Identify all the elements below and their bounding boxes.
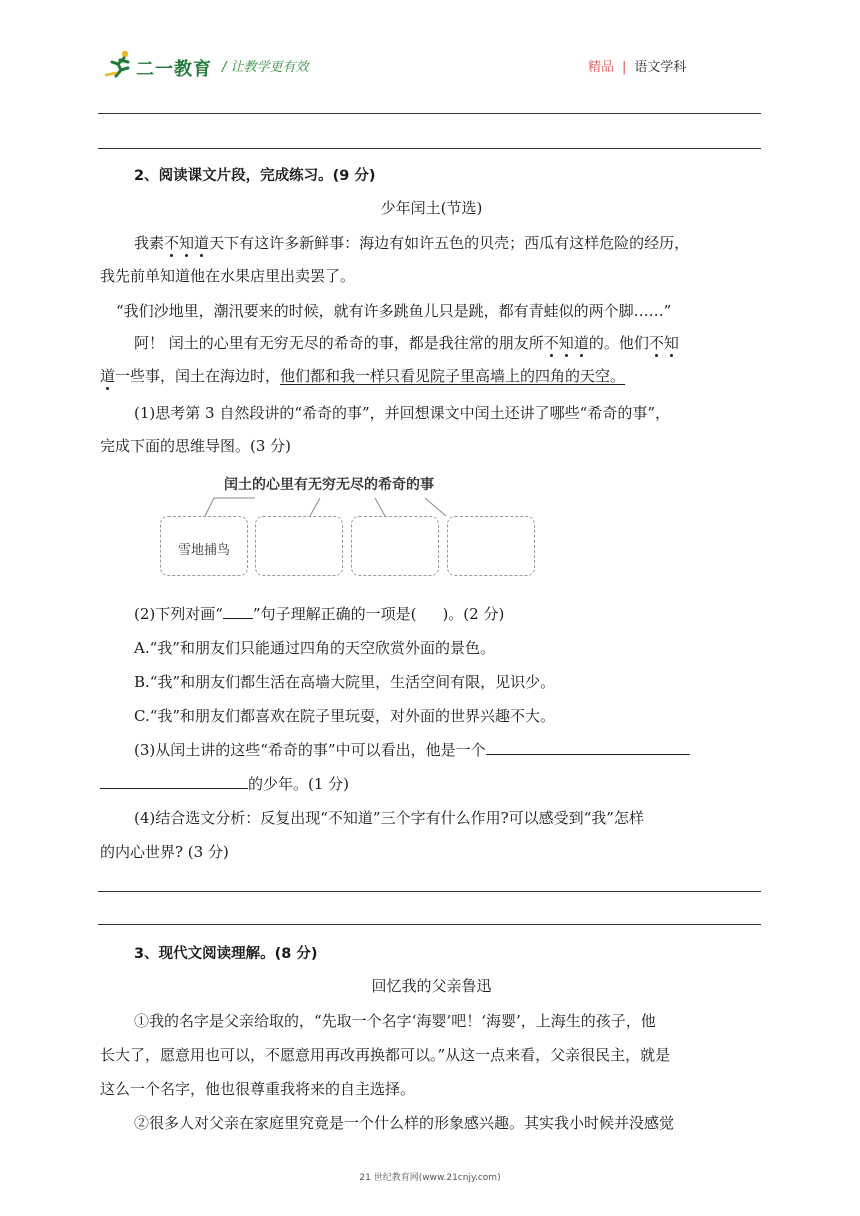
answer-blank[interactable] (486, 754, 690, 755)
text-run: 阿！ 闰土的心里有无穷无尽的希奇的事，都是我往常的朋友所 (134, 334, 544, 352)
subquestion-1: (1)思考第 3 自然段讲的“希奇的事”，并回想课文中闰土还讲了哪些“希奇的事”， (134, 404, 671, 422)
answer-line[interactable] (98, 891, 761, 892)
answer-line (98, 113, 761, 114)
subject-name: 语文学科 (634, 60, 687, 75)
text-run: 天下有这许多新鲜事：海边有如许五色的贝壳；西瓜有这样危险的经历， (209, 234, 690, 252)
passage-paragraph: “我们沙地里，潮汛要来的时候，就有许多跳鱼儿只是跳，都有青蛙似的两个脚……” (116, 302, 672, 320)
underlined-sentence: 他们都和我一样只看见院子里高墙上的四角的天空。 (280, 367, 626, 385)
emphasis-char: 不 (648, 334, 664, 352)
footer: 21 世纪教育网(www.21cnjy.com) (359, 1173, 501, 1183)
emphasis-char: 道 (194, 234, 210, 252)
passage-line: 我先前单知道他在水果店里出卖罢了。 (100, 267, 356, 285)
logo-text: 二一教育 (136, 59, 212, 80)
emphasis-char: 知 (663, 334, 679, 352)
mindmap-answer-box[interactable] (351, 516, 439, 576)
passage-line: 这么一个名字，他也很尊重我将来的自主选择。 (100, 1080, 416, 1098)
passage-paragraph (134, 333, 797, 353)
underline-mark (223, 618, 253, 619)
emphasis-char: 不 (543, 334, 559, 352)
option-b[interactable]: B.“我”和朋友们都生活在高墙大院里，生活空间有限，见识少。 (134, 673, 556, 691)
subquestion-2 (134, 604, 797, 624)
emphasis-char: 道 (573, 334, 589, 352)
subquestion-4-cont: 的内心世界? (3 分) (100, 843, 229, 861)
answer-blank[interactable] (100, 788, 248, 789)
text-run: ”句子理解正确的一项是( (252, 605, 417, 623)
text-run: 我素 (134, 234, 165, 252)
subquestion-3 (134, 740, 797, 760)
passage-paragraph: ②很多人对父亲在家庭里究竟是一个什么样的形象感兴趣。其实我小时候并没感觉 (134, 1114, 675, 1132)
site-logo (104, 48, 234, 84)
slogan: / 让教学更有效 (222, 60, 309, 75)
emphasis-char: 知 (558, 334, 574, 352)
header-separator: | (622, 60, 627, 75)
subquestion-1-cont: 完成下面的思维导图。(3 分) (100, 437, 292, 455)
option-a[interactable]: A.“我”和朋友们只能通过四角的天空欣赏外面的景色。 (134, 639, 495, 657)
option-c[interactable]: C.“我”和朋友们都喜欢在院子里玩耍，对外面的世界兴趣不大。 (134, 707, 556, 725)
passage-paragraph: ①我的名字是父亲给取的，“先取一个名字‘海婴’吧！‘海婴’，上海生的孩子，他 (134, 1012, 656, 1030)
question-3-title: 3、现代文阅读理解。(8 分) (134, 946, 318, 962)
mindmap-answer-box[interactable] (447, 516, 535, 576)
passage-line: 长大了，愿意用也可以，不愿意用再改再换都可以。”从这一点来看，父亲很民主，就是 (100, 1046, 671, 1064)
text-run: 的少年。(1 分) (248, 775, 350, 793)
emphasis-char: 知 (179, 234, 195, 252)
answer-line (98, 148, 761, 149)
subject-label (588, 56, 686, 75)
passage-line (100, 366, 763, 386)
emphasis-char: 不 (164, 234, 180, 252)
text-run: (2)下列对画“ (134, 605, 223, 623)
passage-title: 少年闰土(节选) (380, 199, 483, 217)
text-run: )。(2 分) (442, 605, 505, 623)
emphasis-char: 道 (100, 367, 116, 385)
subquestion-3-cont (100, 774, 763, 794)
mindmap-box (160, 516, 248, 576)
quality-label: 精品 (588, 60, 615, 75)
question-2-title: 2、阅读课文片段，完成练习。(9 分) (134, 168, 376, 184)
passage-paragraph (134, 233, 797, 253)
text-run: 一些事，闰土在海边时， (115, 367, 281, 385)
mindmap-title: 闰土的心里有无穷无尽的希奇的事 (224, 477, 434, 493)
mindmap-answer-box[interactable] (255, 516, 343, 576)
text-run: (3)从闰土讲的这些“希奇的事”中可以看出，他是一个 (134, 741, 486, 759)
subquestion-4: (4)结合选文分析：反复出现“不知道”三个字有什么作用?可以感受到“我”怎样 (134, 809, 644, 827)
answer-line[interactable] (98, 924, 761, 925)
text-run: 的。他们 (588, 334, 649, 352)
runner-icon (104, 48, 134, 78)
mindmap-box-label: 雪地捕鸟 (177, 543, 230, 558)
passage-title: 回忆我的父亲鲁迅 (371, 977, 492, 995)
